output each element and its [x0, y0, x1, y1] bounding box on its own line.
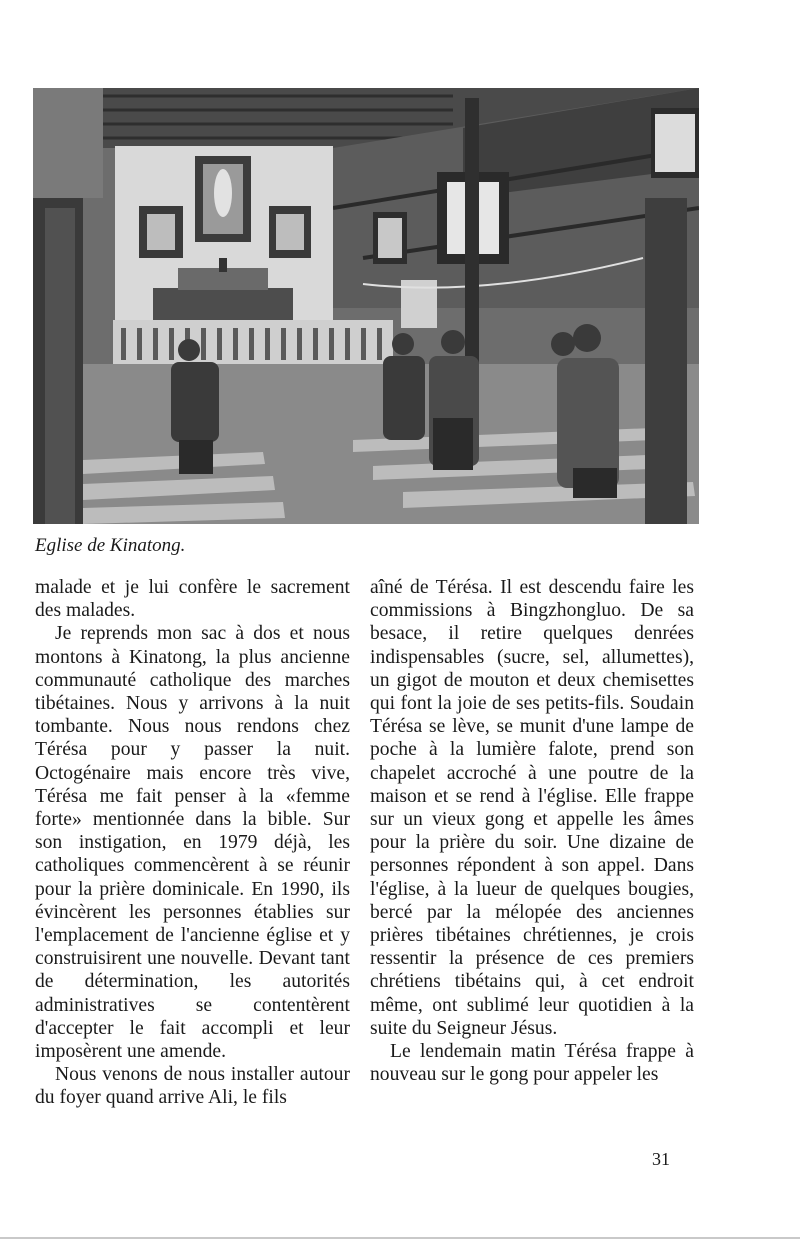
paragraph: Je reprends mon sac à dos et nous montons à Kinatong, la plus ancienne communauté catholique des marches tibétaines. Nous y arrivons à la nuit tombante. Nous nous rendons chez Térésa pour y passer la nuit. Octogénaire mais encore très vive, Térésa me fait penser à la «femme forte» mentionnée dans la bible. Sur son instigation, en 1979 déjà, les catholiques commencèrent à se réunir pour la prière dominicale. En 1990, ils évincèrent les personnes établies sur l'emplacement de l'ancienne église et y construisirent une nouvelle. Devant tant de détermination, les autorités administratives se contentèrent d'accepter le fait accompli et leur imposèrent une amende.	[35, 623, 350, 1063]
page-bottom-edge	[0, 1237, 800, 1239]
paragraph: malade et je lui confère le sacrement des malades.	[35, 577, 350, 622]
text-column-left	[35, 576, 350, 1110]
photo-caption: Eglise de Kinatong.	[35, 535, 186, 556]
church-photo	[33, 88, 699, 524]
paragraph: aîné de Térésa. Il est descendu faire les commissions à Bingzhongluo. De sa besace, il retire quelques denrées indispensables (sucre, sel, allumettes), un gigot de mouton et deux chemisettes qui font la joie de ses petits-fils. Soudain Térésa se lève, se munit d'une lampe de poche à la lumière falote, prend son chapelet accroché à une poutre de la maison et se rend à l'église. Elle frappe sur un vieux gong et appelle les âmes pour la prière du soir. Une dizaine de personnes répondent à son appel. Dans l'église, à la lueur de quelques bougies, bercé par la mélopée des anciennes prières tibétaines chrétiennes, je crois ressentir la présence de ces premiers chrétiens tibétains qui, à cet endroit même, ont sublimé leur quotidien à la suite du Seigneur Jésus.	[370, 577, 694, 1039]
paragraph: Le lendemain matin Térésa frappe à nouveau sur le gong pour appeler les	[370, 1041, 694, 1086]
text-column-right	[370, 576, 694, 1086]
page-number: 31	[652, 1149, 670, 1169]
paragraph: Nous venons de nous installer autour du foyer quand arrive Ali, le fils	[35, 1064, 350, 1109]
